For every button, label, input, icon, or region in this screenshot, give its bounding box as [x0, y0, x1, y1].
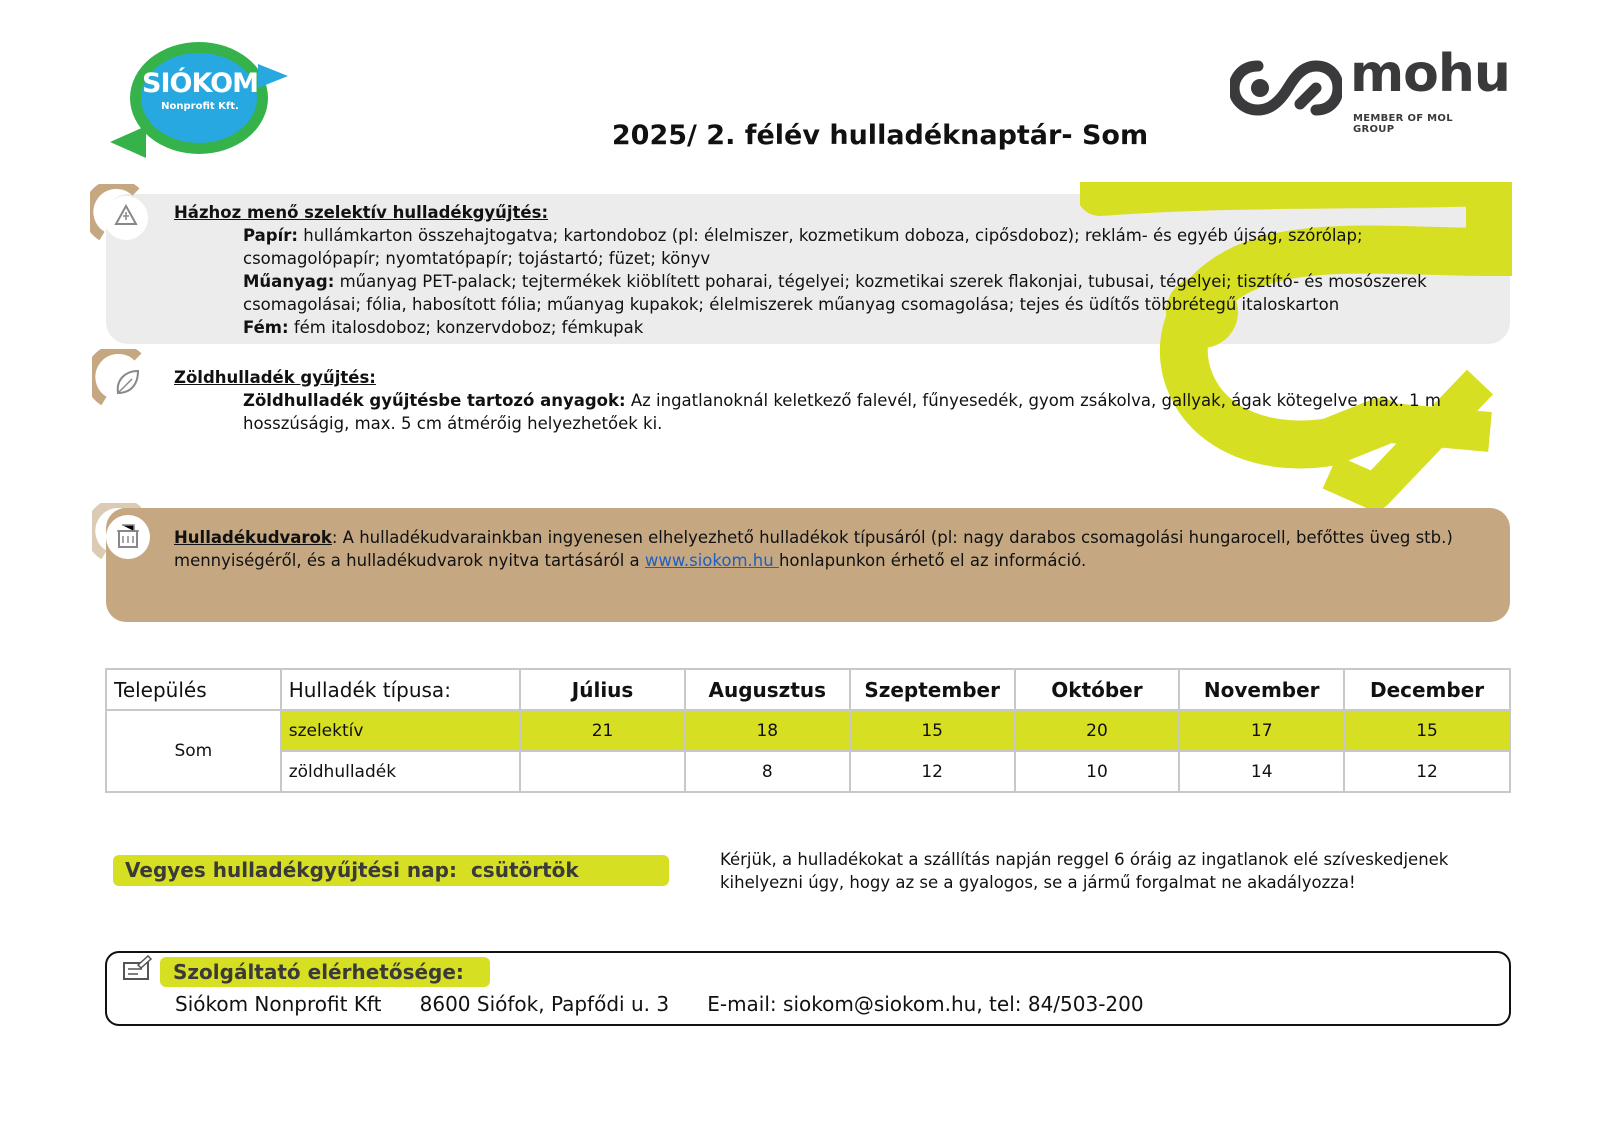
col-header-type: Hulladék típusa: — [281, 669, 521, 710]
paper-item — [174, 224, 1504, 270]
col-header-month: Szeptember — [850, 669, 1015, 710]
day-cell: 18 — [685, 710, 850, 751]
mixed-waste-label: Vegyes hulladékgyűjtési nap: — [125, 858, 457, 882]
day-cell: 21 — [520, 710, 685, 751]
green-waste-label: Zöldhulladék gyűjtésbe tartozó anyagok: — [243, 391, 626, 410]
paper-text: hullámkarton összehajtogatva; kartondoboz (pl: élelmiszer, kozmetikum doboza, cipősdoboz); reklám- és egyéb újság, szórólap; csomagolópapír; nyomtatópapír; tojástartó; füzet; könyv — [243, 226, 1363, 268]
day-cell: 15 — [1344, 710, 1510, 751]
metal-item — [174, 316, 1504, 339]
contact-address: 8600 Siófok, Papfődi u. 3 — [419, 992, 670, 1016]
siokom-logo-sub: Nonprofit Kft. — [161, 101, 239, 112]
col-header-month: November — [1179, 669, 1344, 710]
waste-yard-badge — [92, 503, 154, 565]
table-row — [106, 710, 1510, 751]
plastic-label: Műanyag: — [243, 272, 335, 291]
day-cell: 15 — [850, 710, 1015, 751]
green-waste-item — [174, 389, 1464, 435]
day-cell: 20 — [1015, 710, 1180, 751]
table-row — [106, 751, 1510, 792]
plastic-item — [174, 270, 1504, 316]
town-cell: Som — [106, 710, 281, 792]
waste-yard-section — [174, 526, 1474, 572]
recycle-badge — [90, 184, 152, 246]
metal-label: Fém: — [243, 318, 289, 337]
mixed-waste-day: csütörtök — [470, 858, 579, 882]
col-header-month: Október — [1015, 669, 1180, 710]
waste-type-cell: zöldhulladék — [281, 751, 521, 792]
metal-text: fém italosdoboz; konzervdoboz; fémkupak — [288, 318, 644, 337]
contact-heading: Szolgáltató elérhetősége: — [160, 957, 490, 987]
waste-yard-icon — [92, 503, 154, 565]
green-waste-heading: Zöldhulladék gyűjtés: — [174, 368, 376, 387]
waste-yard-text: : A hulladékudvarainkban ingyenesen elhelyezhető hulladékok típusáról (pl: nagy darabos csomagolási hungarocell, befőttes üveg stb.) mennyiségéről, és a hulladékudvarok nyitva tartásáról a — [174, 528, 1453, 570]
day-cell: 12 — [850, 751, 1015, 792]
col-header-month: Augusztus — [685, 669, 850, 710]
leaf-badge — [92, 349, 154, 411]
day-cell: 12 — [1344, 751, 1510, 792]
edit-note-icon — [122, 955, 152, 983]
green-waste-text: Az ingatlanoknál keletkező falevél, fűnyesedék, gyom zsákolva, gallyak, ágak kötegelve max. 1 m hosszúságig, max. 5 cm átmérőig helyezhetőek ki. — [243, 391, 1441, 433]
col-header-month: December — [1344, 669, 1510, 710]
selective-heading: Házhoz menő szelektív hulladékgyűjtés: — [174, 203, 549, 222]
waste-yard-heading: Hulladékudvarok — [174, 528, 332, 547]
siokom-website-link[interactable]: www.siokom.hu — [644, 551, 779, 570]
mohu-logo-tagline: MEMBER OF MOL GROUP — [1353, 113, 1453, 135]
mixed-waste-day-badge — [113, 855, 669, 886]
day-cell: 10 — [1015, 751, 1180, 792]
mohu-logo-name: mohu — [1350, 44, 1510, 104]
mohu-logo — [1230, 44, 1510, 135]
plastic-text: műanyag PET-palack; tejtermékek kiöblített poharai, tégelyei; kozmetikai szerek flakonjai, tubusai, tégelyei; tisztító- és mosószerek csomagolásai; fólia, habosított fólia; műanyag kupakok; élelmiszerek műanyag csomagolása; tejes és üdítős többrétegű italoskarton — [243, 272, 1427, 314]
contact-details: E-mail: siokom@siokom.hu, tel: 84/503-200 — [707, 992, 1144, 1016]
recycle-icon — [90, 184, 152, 246]
contact-company: Siókom Nonprofit Kft — [175, 992, 382, 1016]
day-cell: 17 — [1179, 710, 1344, 751]
col-header-month: Július — [520, 669, 685, 710]
green-waste-section — [174, 366, 1464, 435]
contact-line — [175, 992, 1144, 1016]
paper-label: Papír: — [243, 226, 298, 245]
pickup-notice: Kérjük, a hulladékokat a szállítás napján reggel 6 óráig az ingatlanok elé szíveskedjenek kihelyezni úgy, hogy az se a gyalogos, se a jármű forgalmat ne akadályozza! — [720, 850, 1449, 892]
table-header-row — [106, 669, 1510, 710]
waste-yard-text-end: honlapunkon érhető el az információ. — [778, 551, 1087, 570]
page-title: 2025/ 2. félév hulladéknaptár- Som — [611, 120, 1149, 151]
col-header-town: Település — [106, 669, 281, 710]
day-cell: 14 — [1179, 751, 1344, 792]
day-cell — [520, 751, 685, 792]
collection-calendar-table — [105, 668, 1511, 793]
leaf-icon — [92, 349, 154, 411]
mohu-mark-icon — [1230, 58, 1342, 116]
siokom-logo — [110, 38, 285, 160]
day-cell: 8 — [685, 751, 850, 792]
siokom-logo-name: SIÓKOM — [142, 68, 258, 99]
waste-type-cell: szelektív — [281, 710, 521, 751]
selective-section — [174, 201, 1504, 339]
